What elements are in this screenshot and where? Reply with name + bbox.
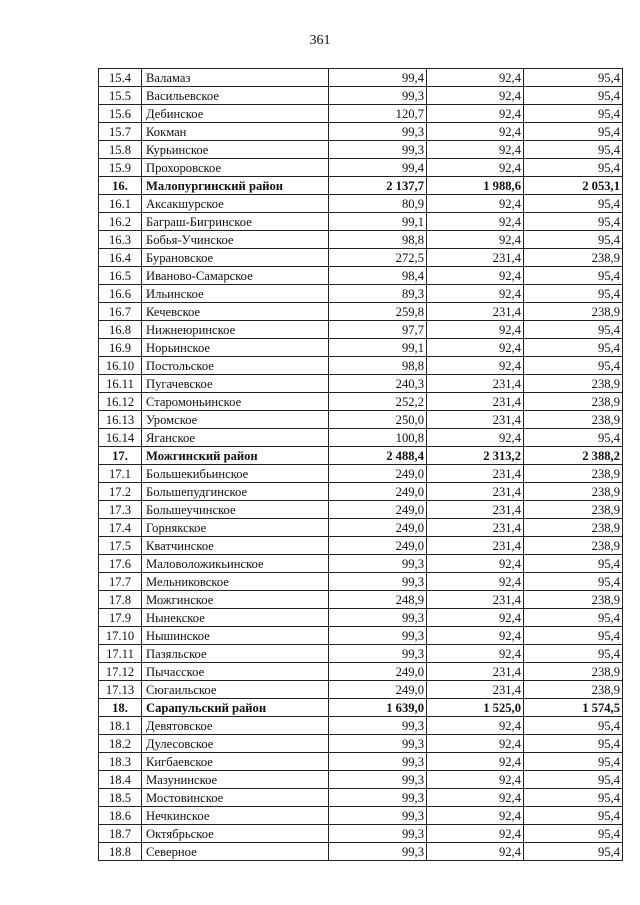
value-3-cell: 238,9 [524, 411, 623, 429]
value-2-cell: 92,4 [427, 735, 524, 753]
value-2-cell: 92,4 [427, 105, 524, 123]
value-2-cell: 92,4 [427, 87, 524, 105]
row-number-cell: 16.2 [99, 213, 142, 231]
value-3-cell: 95,4 [524, 87, 623, 105]
value-1-cell: 99,3 [329, 807, 427, 825]
settlement-name-cell: Бурановское [142, 249, 329, 267]
value-3-cell: 238,9 [524, 663, 623, 681]
value-2-cell: 231,4 [427, 465, 524, 483]
row-number-cell: 16. [99, 177, 142, 195]
value-3-cell: 95,4 [524, 267, 623, 285]
value-2-cell: 92,4 [427, 159, 524, 177]
value-2-cell: 92,4 [427, 555, 524, 573]
value-2-cell: 92,4 [427, 573, 524, 591]
settlement-name-cell: Нышинское [142, 627, 329, 645]
value-3-cell: 2 053,1 [524, 177, 623, 195]
value-3-cell: 1 574,5 [524, 699, 623, 717]
value-3-cell: 95,4 [524, 285, 623, 303]
value-3-cell: 95,4 [524, 159, 623, 177]
row-number-cell: 15.7 [99, 123, 142, 141]
row-number-cell: 15.5 [99, 87, 142, 105]
value-1-cell: 99,3 [329, 825, 427, 843]
table-row [99, 483, 623, 501]
value-2-cell: 2 313,2 [427, 447, 524, 465]
table-row [99, 285, 623, 303]
value-1-cell: 99,3 [329, 573, 427, 591]
table-row [99, 213, 623, 231]
row-number-cell: 15.9 [99, 159, 142, 177]
value-1-cell: 98,4 [329, 267, 427, 285]
settlement-name-cell: Нечкинское [142, 807, 329, 825]
value-3-cell: 95,4 [524, 771, 623, 789]
value-2-cell: 231,4 [427, 303, 524, 321]
row-number-cell: 16.13 [99, 411, 142, 429]
value-3-cell: 95,4 [524, 321, 623, 339]
row-number-cell: 16.12 [99, 393, 142, 411]
settlement-name-cell: Прохоровское [142, 159, 329, 177]
value-3-cell: 238,9 [524, 483, 623, 501]
district-total-row [99, 447, 623, 465]
value-1-cell: 99,3 [329, 789, 427, 807]
value-1-cell: 98,8 [329, 357, 427, 375]
settlement-name-cell: Можгинский район [142, 447, 329, 465]
row-number-cell: 17.3 [99, 501, 142, 519]
value-3-cell: 95,4 [524, 843, 623, 861]
value-1-cell: 120,7 [329, 105, 427, 123]
table-row [99, 807, 623, 825]
value-2-cell: 92,4 [427, 807, 524, 825]
value-3-cell: 238,9 [524, 591, 623, 609]
row-number-cell: 17.13 [99, 681, 142, 699]
value-1-cell: 80,9 [329, 195, 427, 213]
settlement-name-cell: Кечевское [142, 303, 329, 321]
value-3-cell: 95,4 [524, 195, 623, 213]
value-3-cell: 95,4 [524, 339, 623, 357]
row-number-cell: 18.3 [99, 753, 142, 771]
settlement-name-cell: Дебинское [142, 105, 329, 123]
value-1-cell: 99,3 [329, 123, 427, 141]
value-2-cell: 92,4 [427, 771, 524, 789]
row-number-cell: 16.8 [99, 321, 142, 339]
settlement-name-cell: Октябрьское [142, 825, 329, 843]
value-1-cell: 1 639,0 [329, 699, 427, 717]
value-2-cell: 92,4 [427, 285, 524, 303]
value-2-cell: 92,4 [427, 717, 524, 735]
settlement-name-cell: Сюгаильское [142, 681, 329, 699]
row-number-cell: 15.8 [99, 141, 142, 159]
table-row [99, 609, 623, 627]
value-2-cell: 231,4 [427, 501, 524, 519]
row-number-cell: 18. [99, 699, 142, 717]
table-row [99, 591, 623, 609]
row-number-cell: 17.6 [99, 555, 142, 573]
district-total-row [99, 177, 623, 195]
settlement-name-cell: Норьинское [142, 339, 329, 357]
value-3-cell: 95,4 [524, 573, 623, 591]
row-number-cell: 16.1 [99, 195, 142, 213]
value-2-cell: 231,4 [427, 663, 524, 681]
value-2-cell: 92,4 [427, 429, 524, 447]
value-3-cell: 95,4 [524, 555, 623, 573]
value-1-cell: 2 137,7 [329, 177, 427, 195]
value-3-cell: 238,9 [524, 303, 623, 321]
table-row [99, 231, 623, 249]
table-row [99, 321, 623, 339]
value-2-cell: 231,4 [427, 249, 524, 267]
district-total-row [99, 699, 623, 717]
value-3-cell: 238,9 [524, 249, 623, 267]
row-number-cell: 17.4 [99, 519, 142, 537]
row-number-cell: 17.10 [99, 627, 142, 645]
settlement-name-cell: Малопургинский район [142, 177, 329, 195]
value-2-cell: 231,4 [427, 483, 524, 501]
settlement-name-cell: Старомоньинское [142, 393, 329, 411]
value-1-cell: 2 488,4 [329, 447, 427, 465]
settlement-name-cell: Большепудгинское [142, 483, 329, 501]
value-3-cell: 95,4 [524, 627, 623, 645]
table-row [99, 573, 623, 591]
value-2-cell: 231,4 [427, 393, 524, 411]
table-row [99, 627, 623, 645]
table-row [99, 105, 623, 123]
value-1-cell: 99,3 [329, 843, 427, 861]
value-2-cell: 92,4 [427, 123, 524, 141]
value-3-cell: 95,4 [524, 807, 623, 825]
table-row [99, 375, 623, 393]
value-3-cell: 95,4 [524, 105, 623, 123]
value-2-cell: 231,4 [427, 375, 524, 393]
row-number-cell: 18.4 [99, 771, 142, 789]
row-number-cell: 17.12 [99, 663, 142, 681]
table-row [99, 87, 623, 105]
row-number-cell: 16.3 [99, 231, 142, 249]
value-1-cell: 252,2 [329, 393, 427, 411]
settlement-name-cell: Нынекское [142, 609, 329, 627]
value-2-cell: 92,4 [427, 843, 524, 861]
table-row [99, 753, 623, 771]
value-1-cell: 249,0 [329, 537, 427, 555]
table-row [99, 267, 623, 285]
value-2-cell: 92,4 [427, 789, 524, 807]
page-number: 361 [309, 33, 331, 48]
settlement-name-cell: Курьинское [142, 141, 329, 159]
value-3-cell: 238,9 [524, 681, 623, 699]
row-number-cell: 17.5 [99, 537, 142, 555]
value-2-cell: 92,4 [427, 195, 524, 213]
value-2-cell: 92,4 [427, 357, 524, 375]
row-number-cell: 17.2 [99, 483, 142, 501]
row-number-cell: 16.14 [99, 429, 142, 447]
table-row [99, 663, 623, 681]
settlement-name-cell: Пычасское [142, 663, 329, 681]
value-2-cell: 92,4 [427, 141, 524, 159]
value-2-cell: 92,4 [427, 627, 524, 645]
settlement-name-cell: Маловоложикьинское [142, 555, 329, 573]
row-number-cell: 16.4 [99, 249, 142, 267]
row-number-cell: 17.9 [99, 609, 142, 627]
value-2-cell: 92,4 [427, 825, 524, 843]
value-2-cell: 231,4 [427, 411, 524, 429]
value-3-cell: 95,4 [524, 645, 623, 663]
settlement-name-cell: Большеучинское [142, 501, 329, 519]
row-number-cell: 17.7 [99, 573, 142, 591]
table-row [99, 501, 623, 519]
value-3-cell: 95,4 [524, 825, 623, 843]
table-row [99, 411, 623, 429]
row-number-cell: 17.1 [99, 465, 142, 483]
value-1-cell: 97,7 [329, 321, 427, 339]
value-3-cell: 95,4 [524, 357, 623, 375]
value-1-cell: 240,3 [329, 375, 427, 393]
table-row [99, 69, 623, 87]
row-number-cell: 17.8 [99, 591, 142, 609]
value-3-cell: 238,9 [524, 465, 623, 483]
settlement-name-cell: Девятовское [142, 717, 329, 735]
table-row [99, 195, 623, 213]
row-number-cell: 17. [99, 447, 142, 465]
table-row [99, 123, 623, 141]
settlement-name-cell: Васильевское [142, 87, 329, 105]
value-3-cell: 95,4 [524, 213, 623, 231]
row-number-cell: 16.11 [99, 375, 142, 393]
value-1-cell: 249,0 [329, 681, 427, 699]
settlement-name-cell: Баграш-Бигринское [142, 213, 329, 231]
row-number-cell: 18.7 [99, 825, 142, 843]
row-number-cell: 16.9 [99, 339, 142, 357]
table-row [99, 303, 623, 321]
value-1-cell: 250,0 [329, 411, 427, 429]
row-number-cell: 18.8 [99, 843, 142, 861]
value-1-cell: 249,0 [329, 483, 427, 501]
table-body [99, 69, 623, 861]
value-1-cell: 99,3 [329, 645, 427, 663]
settlement-name-cell: Сарапульский район [142, 699, 329, 717]
row-number-cell: 16.6 [99, 285, 142, 303]
table-row [99, 555, 623, 573]
value-3-cell: 238,9 [524, 501, 623, 519]
settlement-name-cell: Дулесовское [142, 735, 329, 753]
value-3-cell: 95,4 [524, 141, 623, 159]
settlement-name-cell: Уромское [142, 411, 329, 429]
settlement-name-cell: Мостовинское [142, 789, 329, 807]
value-3-cell: 95,4 [524, 123, 623, 141]
row-number-cell: 18.2 [99, 735, 142, 753]
table-row [99, 429, 623, 447]
value-1-cell: 248,9 [329, 591, 427, 609]
value-1-cell: 99,3 [329, 609, 427, 627]
value-3-cell: 95,4 [524, 429, 623, 447]
table-row [99, 465, 623, 483]
value-1-cell: 99,1 [329, 339, 427, 357]
value-3-cell: 2 388,2 [524, 447, 623, 465]
table-row [99, 735, 623, 753]
value-3-cell: 95,4 [524, 69, 623, 87]
value-1-cell: 99,3 [329, 753, 427, 771]
table-row [99, 789, 623, 807]
row-number-cell: 18.6 [99, 807, 142, 825]
value-3-cell: 238,9 [524, 375, 623, 393]
value-1-cell: 99,3 [329, 735, 427, 753]
settlement-name-cell: Кокман [142, 123, 329, 141]
table-row [99, 645, 623, 663]
value-3-cell: 238,9 [524, 537, 623, 555]
row-number-cell: 18.1 [99, 717, 142, 735]
settlement-name-cell: Иваново-Самарское [142, 267, 329, 285]
data-table [98, 68, 623, 861]
settlement-name-cell: Яганское [142, 429, 329, 447]
settlement-name-cell: Горнякское [142, 519, 329, 537]
table-row [99, 519, 623, 537]
value-1-cell: 249,0 [329, 501, 427, 519]
settlement-name-cell: Ильинское [142, 285, 329, 303]
value-2-cell: 92,4 [427, 231, 524, 249]
value-1-cell: 98,8 [329, 231, 427, 249]
value-2-cell: 92,4 [427, 213, 524, 231]
value-2-cell: 92,4 [427, 69, 524, 87]
table-row [99, 843, 623, 861]
value-1-cell: 99,4 [329, 159, 427, 177]
value-1-cell: 99,3 [329, 717, 427, 735]
settlement-name-cell: Большекибьинское [142, 465, 329, 483]
value-3-cell: 95,4 [524, 609, 623, 627]
settlement-name-cell: Валамаз [142, 69, 329, 87]
table-row [99, 159, 623, 177]
value-2-cell: 1 525,0 [427, 699, 524, 717]
table-row [99, 393, 623, 411]
table-row [99, 357, 623, 375]
value-1-cell: 99,3 [329, 87, 427, 105]
value-2-cell: 231,4 [427, 537, 524, 555]
value-3-cell: 95,4 [524, 753, 623, 771]
settlement-name-cell: Аксакшурское [142, 195, 329, 213]
settlement-name-cell: Постольское [142, 357, 329, 375]
table-row [99, 717, 623, 735]
row-number-cell: 15.6 [99, 105, 142, 123]
value-1-cell: 99,3 [329, 627, 427, 645]
value-1-cell: 249,0 [329, 663, 427, 681]
value-2-cell: 231,4 [427, 681, 524, 699]
value-2-cell: 92,4 [427, 339, 524, 357]
value-1-cell: 99,3 [329, 141, 427, 159]
value-1-cell: 99,3 [329, 771, 427, 789]
value-3-cell: 95,4 [524, 717, 623, 735]
value-3-cell: 238,9 [524, 393, 623, 411]
value-1-cell: 249,0 [329, 465, 427, 483]
table-row [99, 537, 623, 555]
value-1-cell: 100,8 [329, 429, 427, 447]
row-number-cell: 16.7 [99, 303, 142, 321]
table-row [99, 249, 623, 267]
settlement-name-cell: Нижнеюринское [142, 321, 329, 339]
row-number-cell: 16.5 [99, 267, 142, 285]
value-1-cell: 99,1 [329, 213, 427, 231]
settlement-name-cell: Мельниковское [142, 573, 329, 591]
value-1-cell: 259,8 [329, 303, 427, 321]
value-2-cell: 231,4 [427, 591, 524, 609]
settlement-name-cell: Можгинское [142, 591, 329, 609]
row-number-cell: 18.5 [99, 789, 142, 807]
settlement-name-cell: Кватчинское [142, 537, 329, 555]
value-2-cell: 92,4 [427, 753, 524, 771]
table-row [99, 339, 623, 357]
value-2-cell: 92,4 [427, 267, 524, 285]
value-2-cell: 92,4 [427, 645, 524, 663]
table-row [99, 771, 623, 789]
table-row [99, 141, 623, 159]
table-row [99, 681, 623, 699]
row-number-cell: 15.4 [99, 69, 142, 87]
value-2-cell: 92,4 [427, 609, 524, 627]
value-1-cell: 99,3 [329, 555, 427, 573]
value-1-cell: 89,3 [329, 285, 427, 303]
settlement-name-cell: Кигбаевское [142, 753, 329, 771]
value-1-cell: 272,5 [329, 249, 427, 267]
value-3-cell: 95,4 [524, 789, 623, 807]
settlement-name-cell: Пазяльское [142, 645, 329, 663]
value-1-cell: 99,4 [329, 69, 427, 87]
value-2-cell: 92,4 [427, 321, 524, 339]
row-number-cell: 17.11 [99, 645, 142, 663]
settlement-name-cell: Пугачевское [142, 375, 329, 393]
settlement-name-cell: Мазунинское [142, 771, 329, 789]
settlement-name-cell: Северное [142, 843, 329, 861]
table-row [99, 825, 623, 843]
value-2-cell: 1 988,6 [427, 177, 524, 195]
value-3-cell: 238,9 [524, 519, 623, 537]
value-1-cell: 249,0 [329, 519, 427, 537]
settlement-name-cell: Бобья-Учинское [142, 231, 329, 249]
row-number-cell: 16.10 [99, 357, 142, 375]
value-3-cell: 95,4 [524, 735, 623, 753]
value-2-cell: 231,4 [427, 519, 524, 537]
value-3-cell: 95,4 [524, 231, 623, 249]
